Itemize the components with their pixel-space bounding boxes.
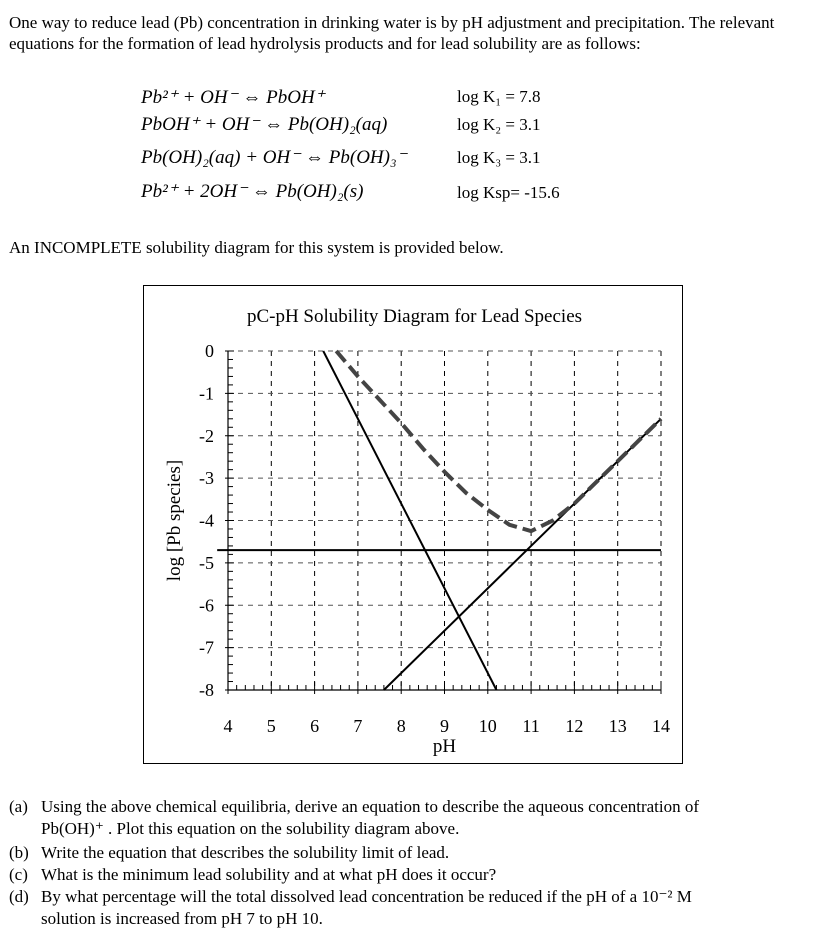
question-text-cont: Pb(OH)⁺ . Plot this equation on the solubility diagram above. (41, 819, 460, 838)
chart-title: pC-pH Solubility Diagram for Lead Species (246, 306, 583, 327)
question-text: Write the equation that describes the solubility limit of lead. (41, 843, 450, 862)
question-b (9, 842, 829, 864)
y-tick-label: -2 (199, 425, 214, 446)
question-label: (b) (9, 843, 29, 862)
equation-3: Pb(OH)₂(aq) + OH⁻ ⇔ Pb(OH)₃⁻ (141, 147, 407, 168)
x-tick-label: 5 (266, 716, 276, 736)
x-tick-label: 8 (396, 716, 406, 736)
question-text: What is the minimum lead solubility and at what pH does it occur? (41, 865, 497, 884)
question-text-cont: solution is increased from pH 7 to pH 10. (41, 909, 323, 928)
question-label: (a) (9, 797, 28, 816)
series-line-total (336, 351, 661, 531)
x-tick-label: 6 (310, 716, 320, 736)
question-a (9, 796, 829, 840)
question-text: Using the above chemical equilibria, derive an equation to describe the aqueous concentration of (41, 797, 700, 816)
x-tick-label: 11 (522, 716, 540, 736)
log-ksp: log Ksp= -15.6 (457, 183, 560, 202)
y-tick-label: 0 (205, 341, 214, 361)
y-tick-label: -7 (199, 637, 214, 658)
y-tick-label: -3 (199, 468, 214, 489)
log-k2: log K₂ = 3.1 (457, 115, 541, 134)
x-tick-label: 12 (565, 716, 584, 736)
y-tick-label: -5 (199, 552, 214, 573)
y-tick-label: -1 (199, 383, 214, 404)
x-tick-label: 7 (353, 716, 363, 736)
question-text: By what percentage will the total dissolved lead concentration be reduced if the pH of a 10⁻² M (41, 887, 692, 906)
log-k1: log K₁ = 7.8 (457, 87, 541, 106)
equation-4: Pb²⁺ + 2OH⁻ ⇔ Pb(OH)₂(s) (141, 181, 364, 202)
question-c (9, 864, 829, 886)
x-tick-label: 4 (223, 716, 233, 736)
equation-1: Pb²⁺ + OH⁻ ⇔ PbOH⁺ (141, 87, 325, 108)
y-tick-label: -8 (199, 680, 214, 700)
x-tick-label: 10 (478, 716, 497, 736)
equation-2: PbOH⁺ + OH⁻ ⇔ Pb(OH)₂(aq) (141, 114, 388, 135)
y-tick-label: -6 (199, 595, 214, 616)
question-label: (c) (9, 865, 28, 884)
question-d (9, 886, 829, 930)
x-tick-label: 9 (440, 716, 449, 736)
incomplete-note: An INCOMPLETE solubility diagram for this system is provided below. (9, 238, 504, 257)
intro-paragraph: One way to reduce lead (Pb) concentration in drinking water is by pH adjustment and precipitation. The relevant equations for the formation of lead hydrolysis products and for lead solubility are as follows: (9, 13, 775, 53)
y-axis-label: log [Pb species] (164, 459, 185, 582)
x-tick-label: 14 (652, 716, 670, 736)
log-k3: log K₃ = 3.1 (457, 148, 541, 167)
y-tick-label: -4 (199, 510, 214, 531)
question-label: (d) (9, 887, 29, 906)
x-tick-label: 13 (608, 716, 627, 736)
x-axis-label: pH (432, 736, 457, 757)
